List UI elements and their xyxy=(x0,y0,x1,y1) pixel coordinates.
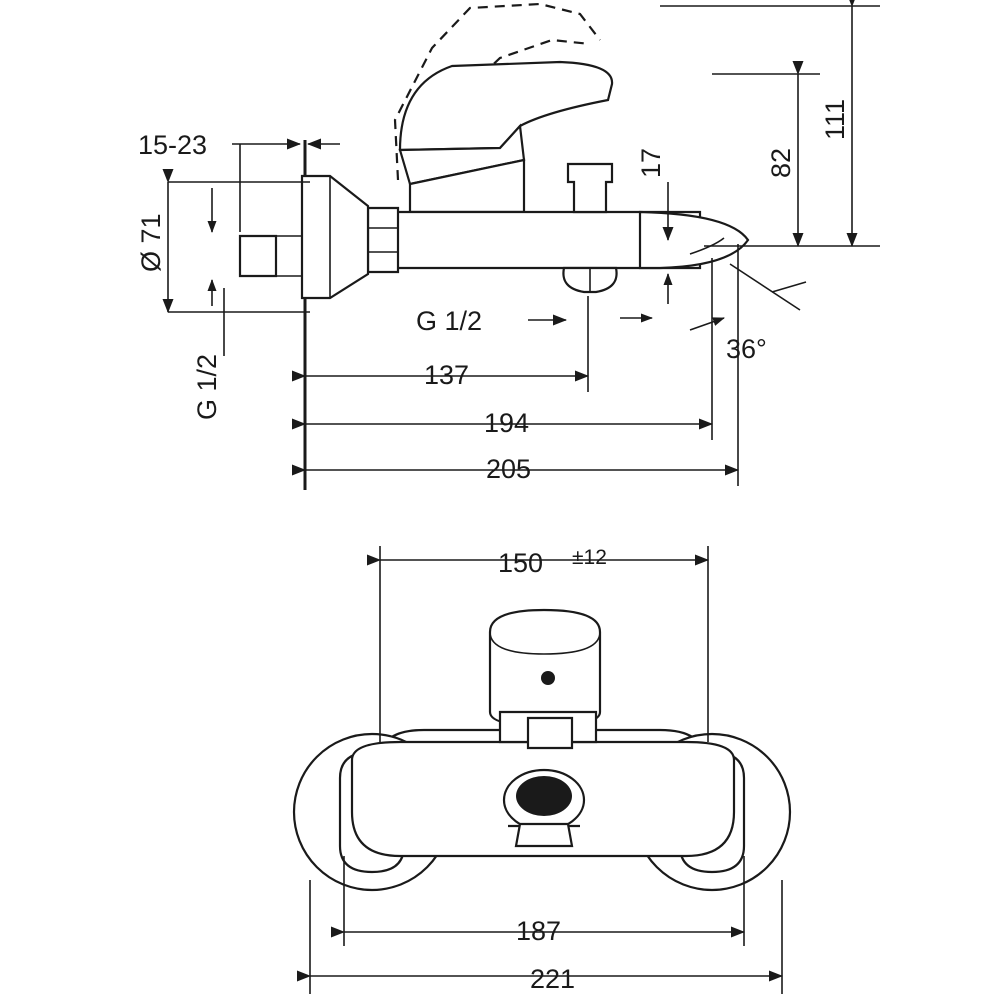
front-diverter-cylinder xyxy=(490,610,600,726)
inlet-pipe-stub xyxy=(240,236,276,276)
front-outlet-hole xyxy=(516,776,572,816)
view-side-elevation xyxy=(136,4,880,490)
diverter-knob xyxy=(568,164,612,212)
union-nut xyxy=(368,208,398,272)
dim-label-flange-diameter: Ø 71 xyxy=(136,213,166,272)
dim-label-111: 111 xyxy=(820,98,850,140)
dim-label-194: 194 xyxy=(484,408,530,438)
diverter-screw xyxy=(541,671,555,685)
dim-label-150-tolerance: ±12 xyxy=(572,546,607,569)
dim-label-inlet-right: G 1/2 xyxy=(416,306,483,336)
dim-label-wall-offset: 15-23 xyxy=(138,130,208,160)
view-front-elevation xyxy=(294,546,790,994)
front-neck-inner xyxy=(528,718,572,748)
dim-label-187: 187 xyxy=(516,916,562,946)
dim-label-angle: 36° xyxy=(726,334,767,364)
dim-label-inlet-left: G 1/2 xyxy=(192,353,222,420)
front-outlet-stem xyxy=(516,824,572,846)
angle-leader-2 xyxy=(690,318,724,330)
dim-label-205: 205 xyxy=(486,454,532,484)
dim-label-137: 137 xyxy=(424,360,470,390)
dim-label-82: 82 xyxy=(766,147,796,178)
dim-label-150: 150 xyxy=(498,548,544,578)
dim-label-221: 221 xyxy=(530,964,576,994)
lever-handle xyxy=(400,62,612,150)
escutcheon-cone xyxy=(302,176,368,298)
angle-arc xyxy=(772,282,806,292)
dim-label-spout-height: 17 xyxy=(636,147,666,178)
spout-tip xyxy=(640,212,748,268)
